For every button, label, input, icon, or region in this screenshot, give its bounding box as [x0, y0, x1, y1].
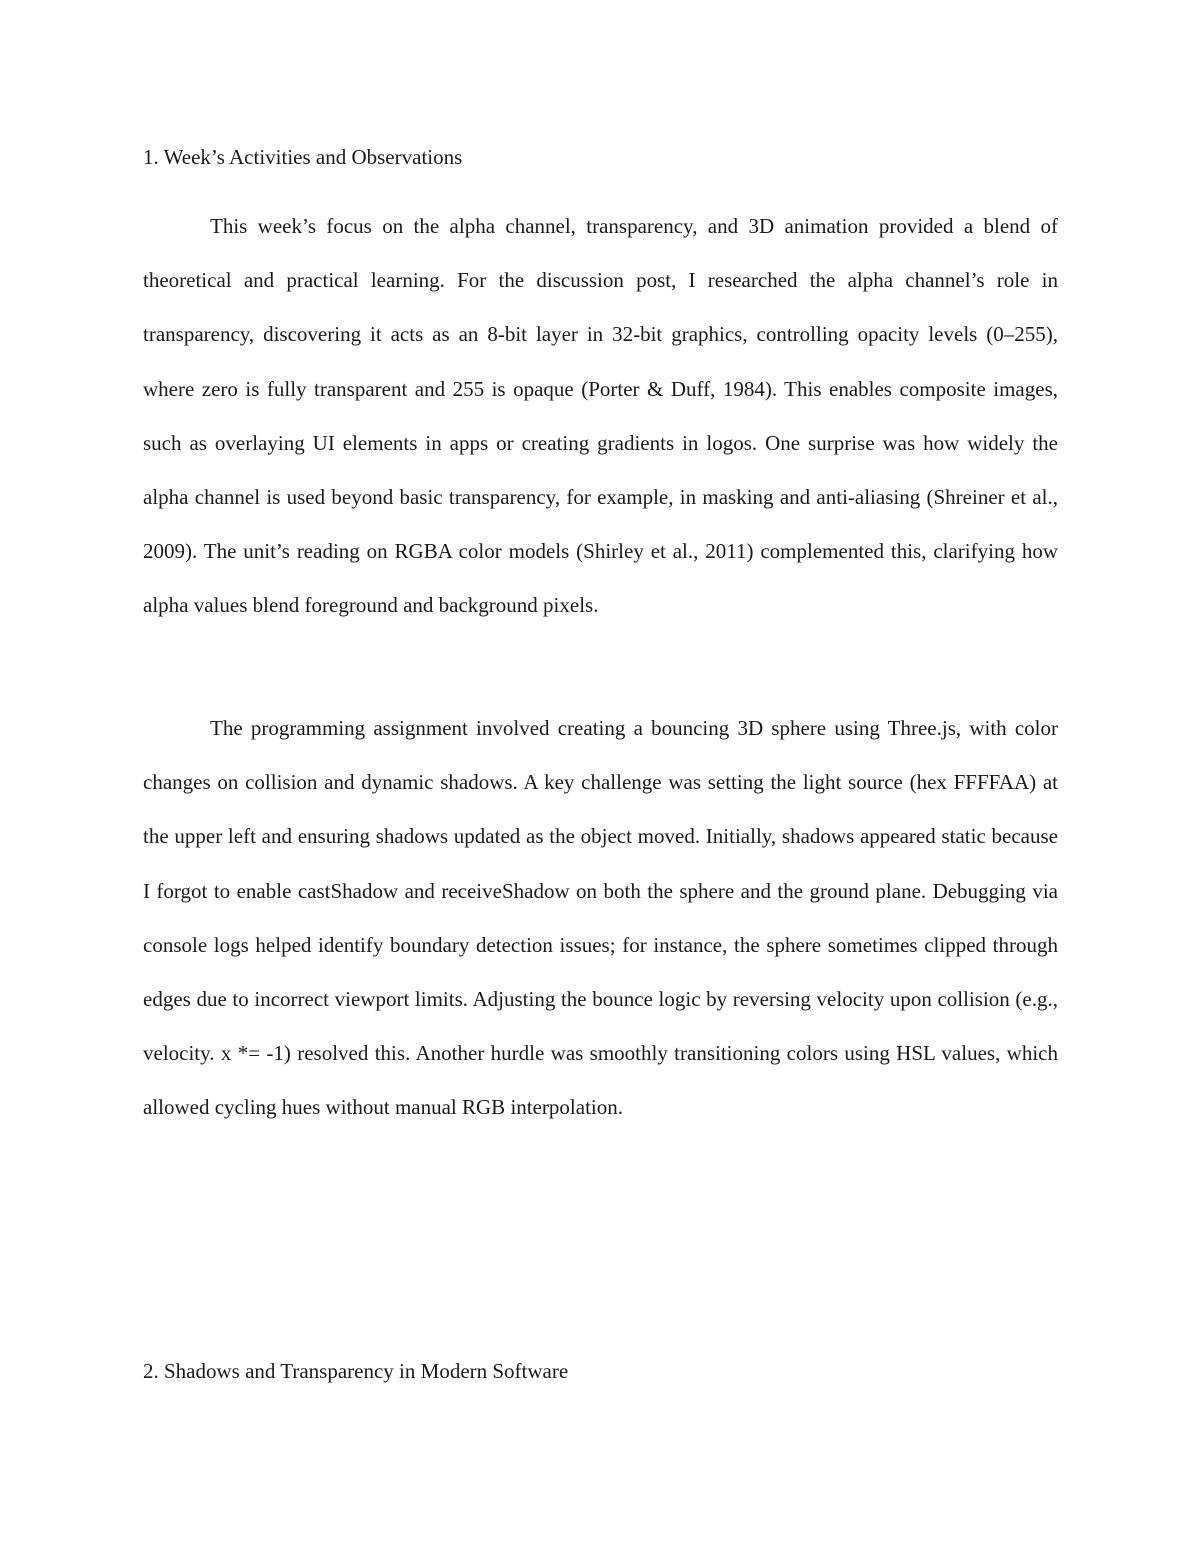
section-1-paragraph-2: The programming assignment involved creating a bouncing 3D sphere using Three.js, with color changes on collision and dynamic shadows. A key challenge was setting the light source (hex FFFFAA) at the upper left and ensuring shadows updated as the object moved. Initially, shadows appeared static because I forgot to enable castShadow and receiveShadow on both the sphere and the ground plane. Debugging via console logs helped identify boundary detection issues; for instance, the sphere sometimes clipped through edges due to incorrect viewport limits. Adjusting the bounce logic by reversing velocity upon collision (e.g., velocity. x *= -1) resolved this. Another hurdle was smoothly transitioning colors using HSL values, which allowed cycling hues without manual RGB interpolation. — [143, 716, 1058, 1120]
section-1-heading: 1. Week’s Activities and Observations — [143, 145, 463, 169]
section-2-heading: 2. Shadows and Transparency in Modern Software — [143, 1359, 569, 1383]
section-1-paragraph-1: This week’s focus on the alpha channel, transparency, and 3D animation provided a blend of theoretical and practical learning. For the discussion post, I researched the alpha channel’s role in transparency, discovering it acts as an 8-bit layer in 32-bit graphics, controlling opacity levels (0–255), where zero is fully transparent and 255 is opaque (Porter & Duff, 1984). This enables composite images, such as overlaying UI elements in apps or creating gradients in logos. One surprise was how widely the alpha channel is used beyond basic transparency, for example, in masking and anti-aliasing (Shreiner et al., 2009). The unit’s reading on RGBA color models (Shirley et al., 2011) complemented this, clarifying how alpha values blend foreground and background pixels. — [143, 214, 1058, 618]
